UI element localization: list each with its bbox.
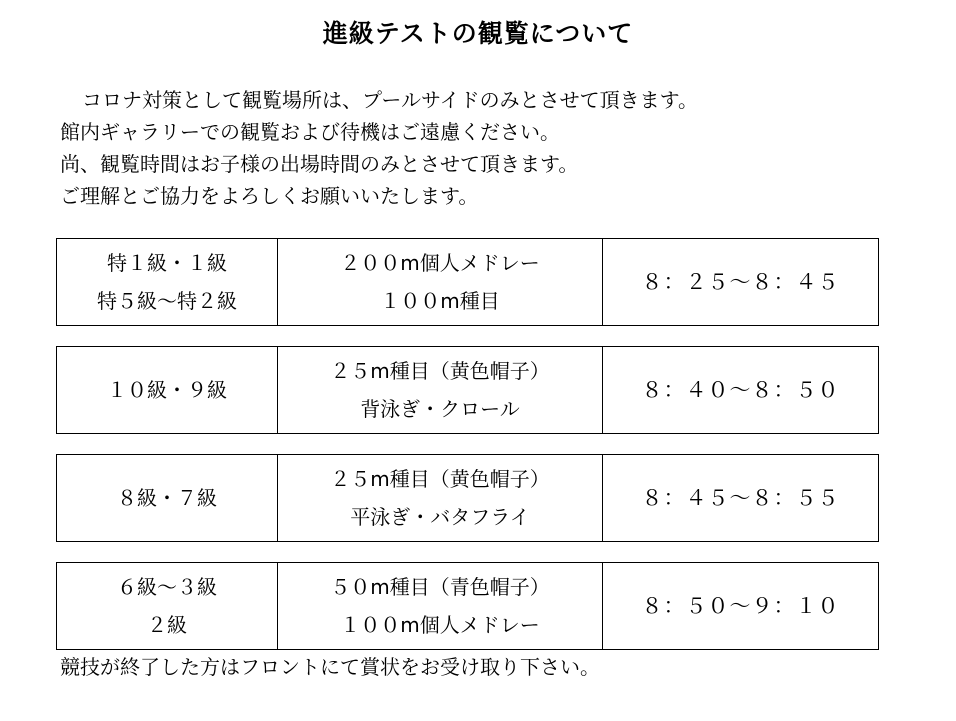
event-label: ５０m種目（青色帽子） bbox=[330, 575, 550, 599]
page-title: 進級テストの観覧について bbox=[322, 19, 634, 48]
level-label: ６級～３級 bbox=[117, 575, 217, 599]
time-label: ８：２５～８：４５ bbox=[641, 270, 840, 294]
level-cell bbox=[57, 239, 278, 325]
notice-line: 館内ギャラリーでの観覧および待機はご遠慮ください。 bbox=[60, 120, 560, 144]
event-cell bbox=[278, 347, 603, 433]
notice-text bbox=[60, 84, 920, 212]
event-label: １００m個人メドレー bbox=[340, 613, 540, 637]
schedule-row bbox=[56, 238, 879, 326]
time-cell bbox=[603, 455, 878, 541]
level-label: 特１級・１級 bbox=[107, 251, 227, 275]
event-label: １００m種目 bbox=[380, 289, 500, 313]
time-label: ８：５０～９：１０ bbox=[641, 594, 840, 618]
event-label: 平泳ぎ・バタフライ bbox=[350, 505, 530, 529]
level-label: １０級・９級 bbox=[107, 378, 227, 402]
event-label: ２００m個人メドレー bbox=[340, 251, 540, 275]
time-label: ８：４５～８：５５ bbox=[641, 486, 840, 510]
event-label: ２５m種目（黄色帽子） bbox=[330, 467, 550, 491]
schedule-row bbox=[56, 562, 879, 650]
time-label: ８：４０～８：５０ bbox=[641, 378, 840, 402]
event-cell bbox=[278, 563, 603, 649]
level-label: 特５級～特２級 bbox=[97, 289, 237, 313]
event-label: ２５m種目（黄色帽子） bbox=[330, 359, 550, 383]
level-cell bbox=[57, 347, 278, 433]
time-cell bbox=[603, 239, 878, 325]
level-cell bbox=[57, 563, 278, 649]
event-cell bbox=[278, 239, 603, 325]
schedule-row bbox=[56, 454, 879, 542]
level-label: ２級 bbox=[147, 613, 187, 637]
notice-line: ご理解とご協力をよろしくお願いいたします。 bbox=[60, 184, 479, 208]
level-label: ８級・７級 bbox=[117, 486, 217, 510]
level-cell bbox=[57, 455, 278, 541]
schedule-row bbox=[56, 346, 879, 434]
event-label: 背泳ぎ・クロール bbox=[360, 397, 520, 421]
footer-note: 競技が終了した方はフロントにて賞状をお受け取り下さい。 bbox=[60, 655, 600, 679]
notice-line: 尚、観覧時間はお子様の出場時間のみとさせて頂きます。 bbox=[60, 152, 579, 176]
notice-line: コロナ対策として観覧場所は、プールサイドのみとさせて頂きます。 bbox=[82, 88, 698, 112]
time-cell bbox=[603, 563, 878, 649]
event-cell bbox=[278, 455, 603, 541]
time-cell bbox=[603, 347, 878, 433]
